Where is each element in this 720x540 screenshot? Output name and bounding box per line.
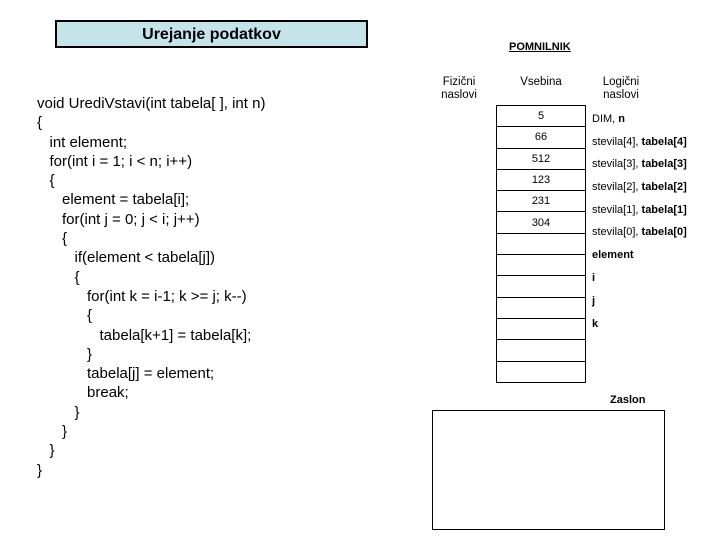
logical-address-header: Logični naslovi	[602, 76, 640, 101]
memory-cell	[497, 276, 586, 297]
logical-label	[592, 113, 625, 125]
physical-address-header: Fizični naslovi	[441, 76, 477, 101]
code-line: if(element < tabela[j])	[37, 249, 215, 267]
content-header: Vsebina	[520, 76, 562, 88]
memory-cell: 5	[497, 106, 586, 127]
code-line: }	[37, 461, 43, 479]
screen-title: Zaslon	[610, 394, 646, 406]
title-box	[55, 20, 368, 48]
logical-label-bold: n	[618, 113, 626, 125]
logical-label	[592, 136, 687, 148]
logical-label-bold: k	[592, 318, 599, 330]
code-line: int element;	[37, 133, 128, 151]
memory-cell	[497, 340, 586, 361]
code-line: {	[37, 307, 93, 325]
memory-table	[496, 105, 586, 383]
logical-label-plain: stevila[0],	[592, 226, 642, 238]
memory-cell: 304	[497, 212, 586, 233]
logical-label-bold: tabela[0]	[641, 226, 687, 238]
logical-label	[592, 204, 687, 216]
code-line: break;	[37, 384, 129, 402]
code-line: }	[37, 442, 55, 460]
memory-cell: 123	[497, 169, 586, 190]
logical-label-bold: j	[592, 295, 596, 307]
code-line: }	[37, 403, 80, 421]
logical-label	[592, 226, 687, 238]
logical-label	[592, 181, 687, 193]
memory-cell	[497, 255, 586, 276]
memory-cell	[497, 361, 586, 382]
logical-label-bold: element	[592, 249, 634, 261]
memory-cell	[497, 297, 586, 318]
code-line: {	[37, 230, 68, 248]
logical-label-bold: tabela[3]	[641, 158, 687, 170]
memory-title: POMNILNIK	[509, 41, 571, 53]
memory-cell	[497, 233, 586, 254]
memory-cell: 231	[497, 191, 586, 212]
memory-cell: 66	[497, 127, 586, 148]
logical-label	[592, 249, 634, 261]
screen-box	[432, 410, 665, 530]
logical-label	[592, 295, 595, 307]
page-title: Urejanje podatkov	[142, 26, 281, 43]
code-line: tabela[k+1] = tabela[k];	[37, 326, 252, 344]
code-line: {	[37, 172, 55, 190]
logical-label-plain: stevila[1],	[592, 204, 642, 216]
logical-label	[592, 318, 598, 330]
code-line: {	[37, 268, 80, 286]
code-line: element = tabela[i];	[37, 191, 190, 209]
code-block	[37, 94, 265, 480]
logical-label-plain: stevila[3],	[592, 158, 642, 170]
memory-cell: 512	[497, 148, 586, 169]
logical-label-bold: tabela[4]	[641, 136, 687, 148]
logical-label-bold: tabela[1]	[641, 204, 687, 216]
logical-label-plain: DIM,	[592, 113, 619, 125]
code-line: }	[37, 423, 68, 441]
logical-label	[592, 158, 687, 170]
logical-label-bold: i	[592, 272, 596, 284]
logical-label-plain: stevila[2],	[592, 181, 642, 193]
logical-label-plain: stevila[4],	[592, 136, 642, 148]
code-line: for(int k = i-1; k >= j; k--)	[37, 287, 247, 305]
logical-label-bold: tabela[2]	[641, 181, 687, 193]
code-line: }	[37, 345, 93, 363]
memory-cell	[497, 318, 586, 339]
logical-label	[592, 272, 595, 284]
code-line: void UrediVstavi(int tabela[ ], int n)	[37, 95, 266, 112]
code-line: for(int j = 0; j < i; j++)	[37, 210, 200, 228]
code-line: for(int i = 1; i < n; i++)	[37, 152, 193, 170]
code-line: {	[37, 114, 43, 132]
code-line: tabela[j] = element;	[37, 365, 215, 383]
